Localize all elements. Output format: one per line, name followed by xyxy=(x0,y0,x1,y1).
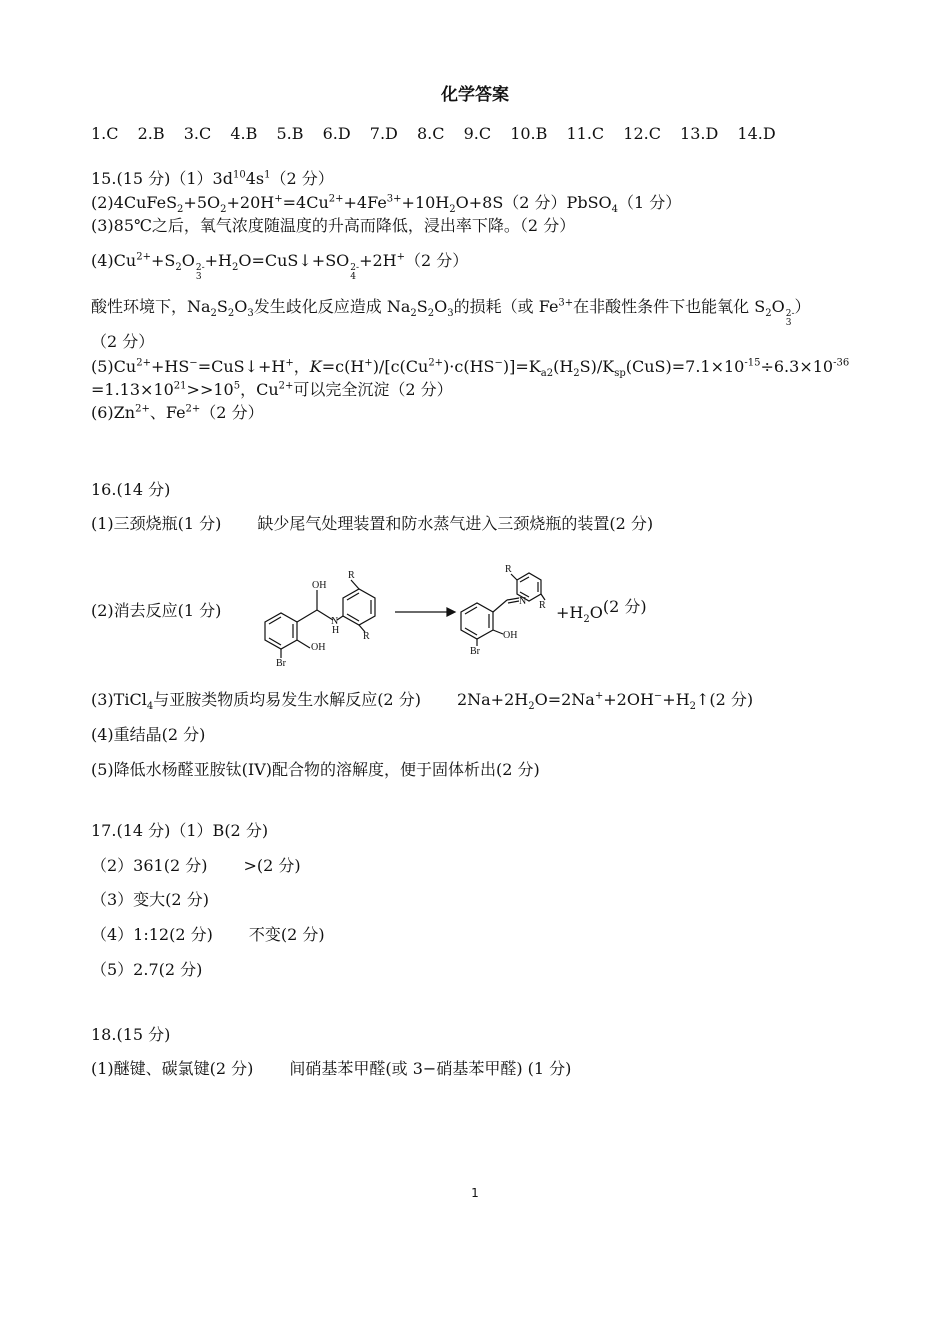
br-label: Br xyxy=(470,646,480,657)
mcq-answer: 7.D xyxy=(369,124,398,143)
r-label: R xyxy=(539,600,546,611)
oh-label: OH xyxy=(312,580,327,591)
h-label: H xyxy=(332,625,340,636)
mcq-answer: 3.C xyxy=(183,124,212,143)
q17-heading: 17.(14 分)（1）B(2 分) xyxy=(91,821,269,840)
q17-part4: （4）1:12(2 分) 不变(2 分) xyxy=(91,925,325,944)
page-number: 1 xyxy=(471,1186,479,1200)
q17-part5: （5）2.7(2 分) xyxy=(91,960,203,979)
q15-part4: $(4)Cu^{2+}+S_2O$ 2- 3 $+H_2O=CuS↓+SO$ 2- 4 +2H+（2 分） xyxy=(91,251,469,282)
q15-part4-score: （2 分） xyxy=(91,332,155,351)
q16-part4: (4)重结晶(2 分) xyxy=(91,725,206,744)
q15-part3: (3)85℃之后，氧气浓度随温度的升高而降低，浸出率下降。（2 分） xyxy=(91,216,576,235)
q18-part1: (1)醚键、碳氯键(2 分) 间硝基苯甲醛(或 3−硝基苯甲醛) (1 分) xyxy=(91,1059,572,1078)
water-product: $+H_2O(2$ 分) xyxy=(556,597,647,626)
q15-part2: $(2)4CuFeS_2+5O_2+20H^+=4Cu^{2+}+4Fe^{3+}+10H_2O+8S(2$ 分）PbSO$_4$（1 分） xyxy=(91,193,682,216)
mcq-answer: 4.B xyxy=(230,124,258,143)
q15-part5: $(5)Cu^{2+}+HS^-=CuS↓+H^+$，$K=c(H^+)/[c(Cu^{2+})\cdot c(HS^-)]=K_{a2}(H_2S)/K_{sp}(CuS)=7.1\times 10^{-15}\div 6.3\times 10^{-36}$ xyxy=(91,357,850,380)
q16-part2: (2)消去反应(1 分) xyxy=(91,601,222,620)
q16-part5: (5)降低水杨醛亚胺钛(IV)配合物的溶解度，便于固体析出(2 分) xyxy=(91,760,540,779)
r-label: R xyxy=(505,564,512,575)
reaction-scheme xyxy=(255,560,555,670)
mcq-answer: 2.B xyxy=(137,124,165,143)
mcq-answer: 1.C xyxy=(91,124,119,143)
mcq-answer: 8.C xyxy=(416,124,445,143)
q15-heading: 15.(15 分)$(1)3d^{10}4s^1(2$ 分） xyxy=(91,169,334,188)
benzene-ring xyxy=(265,613,297,649)
mcq-answer: 12.C xyxy=(623,124,661,143)
q15-part6: $(6)Zn^{2+}$、$Fe^{2+}(2$ 分） xyxy=(91,403,264,422)
benzene-ring xyxy=(343,589,375,625)
mcq-answers xyxy=(91,124,776,144)
mcq-answer: 9.C xyxy=(463,124,492,143)
mcq-answer: 5.B xyxy=(276,124,304,143)
mcq-answer: 10.B xyxy=(510,124,548,143)
benzene-ring xyxy=(461,603,493,639)
q17-part2: （2）361(2 分) >(2 分) xyxy=(91,856,301,875)
q18-heading: 18.(15 分) xyxy=(91,1025,171,1044)
n-label: N xyxy=(519,596,527,607)
mcq-answer: 6.D xyxy=(322,124,351,143)
q15-part5-cont: $=1.13\times 10^{21}>>10^5$，$Cu^{2+}$可以完全沉淀（2 分） xyxy=(91,380,453,399)
q15-part4-note: 酸性环境下，$Na_2S_2O_3$发生歧化反应造成 $Na_2S_2O_3$的损耗（或 $Fe^{3+}$在非酸性条件下也能氧化 $S_2O$ 2- 3 ） xyxy=(91,297,811,328)
q16-heading: 16.(14 分) xyxy=(91,480,171,499)
q16-part1: (1)三颈烧瓶(1 分) 缺少尾气处理装置和防水蒸气进入三颈烧瓶的装置(2 分) xyxy=(91,514,654,533)
r-label: R xyxy=(348,570,355,581)
q16-part3: (3)TiCl$_4$与亚胺类物质均易发生水解反应(2 分) $2Na+2H_2O=2Na^++2OH^-+H_2↑(2$ 分) xyxy=(91,690,754,713)
mcq-answer: 13.D xyxy=(680,124,719,143)
oh-label: OH xyxy=(311,642,326,653)
oh-label: OH xyxy=(503,630,518,641)
page-title: 化学答案 xyxy=(441,85,509,105)
n-label: N xyxy=(331,616,339,627)
br-label: Br xyxy=(276,658,286,669)
r-label: R xyxy=(363,631,370,642)
mcq-answer: 11.C xyxy=(566,124,605,143)
q17-part3: （3）变大(2 分) xyxy=(91,890,209,909)
mcq-answer: 14.D xyxy=(737,124,776,143)
